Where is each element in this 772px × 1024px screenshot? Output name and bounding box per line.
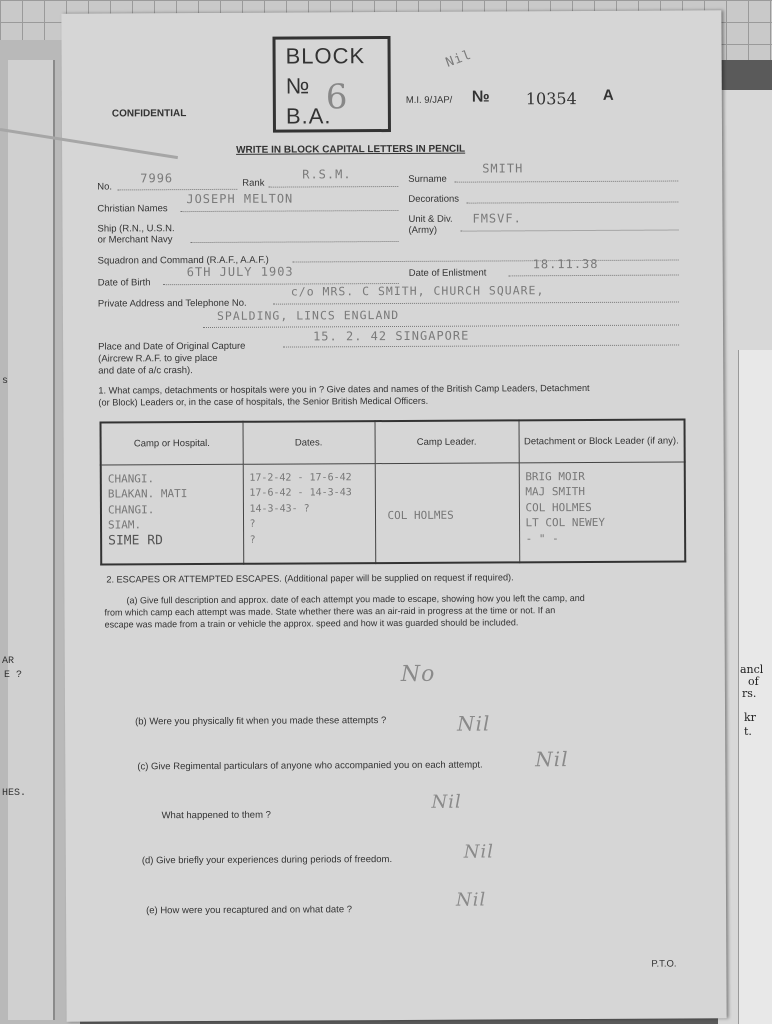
christian-names-value: JOSEPH MELTON — [186, 191, 294, 207]
date-entry: ? — [249, 534, 256, 546]
address-line — [203, 325, 679, 328]
address-line1: c/o MRS. C SMITH, CHURCH SQUARE, — [290, 283, 545, 299]
unit-line — [461, 230, 679, 232]
ship-line — [191, 241, 399, 243]
squadron-label: Squadron and Command (R.A.F., A.A.F.) — [97, 254, 269, 267]
column-header-detachment: Detachment or Block Leader (if any). — [519, 419, 685, 462]
dob-value: 6TH JULY 1903 — [186, 264, 294, 280]
unit-value: FMSVF. — [472, 211, 522, 226]
question-2c-text: (c) Give Regimental particulars of anyone who accompanied you on each attempt. — [137, 759, 483, 773]
answer-2b: Nil — [457, 711, 491, 736]
rank-value: R.S.M. — [302, 167, 352, 182]
capture-value: 15. 2. 42 SINGAPORE — [313, 328, 470, 344]
reference-no-label: № — [471, 88, 490, 106]
answer-2c: Nil — [535, 747, 569, 772]
question-2-heading: 2. ESCAPES OR ATTEMPTED ESCAPES. (Additional paper will be supplied on request if required). — [106, 572, 514, 585]
right-page-fragment: of — [748, 675, 759, 688]
right-page-fragment: kr — [744, 711, 756, 724]
question-2e-text: (e) How were you recaptured and on what date ? — [146, 904, 353, 917]
camps-cell — [101, 464, 244, 565]
left-page-fragment: E ? — [4, 670, 23, 681]
right-page-fragment: t. — [744, 725, 752, 738]
left-page-fragment: AR — [2, 656, 15, 667]
camp-entry: SIME RD — [108, 532, 163, 548]
pow-questionnaire-form — [61, 10, 726, 1021]
instruction-heading: WRITE IN BLOCK CAPITAL LETTERS IN PENCIL — [236, 143, 466, 156]
reference-number: 10354 — [525, 89, 577, 109]
squadron-line — [293, 260, 679, 263]
decorations-line — [466, 202, 678, 204]
question-2b-text: (b) Were you physically fit when you made these attempts ? — [135, 715, 387, 728]
block-number: 6 — [325, 77, 348, 118]
enlistment-value: 18.11.38 — [532, 256, 599, 272]
camp-entry: CHANGI. — [107, 471, 155, 485]
rank-line — [268, 186, 398, 188]
left-underlying-page — [8, 60, 55, 1020]
no-line — [117, 189, 237, 191]
detachment-entry: MAJ SMITH — [525, 484, 586, 499]
question-1-text: (or Block) Leaders or, in the case of hospitals, the Senior British Medical Officers. — [98, 395, 429, 408]
camp-entry: CHANGI. — [107, 502, 155, 516]
answer-2a: No — [400, 661, 436, 687]
surname-line — [454, 181, 678, 183]
dates-cell — [243, 463, 376, 564]
surname-value: SMITH — [482, 161, 524, 176]
ship-label: Ship (R.N., U.S.N. — [97, 223, 175, 235]
block-stamp-line: B.A. — [285, 103, 332, 129]
capture-line — [283, 345, 679, 348]
question-2d-text: (d) Give briefly your experiences during periods of freedom. — [141, 854, 393, 867]
no-value: 7996 — [140, 171, 174, 186]
question-1-text: 1. What camps, detachments or hospitals were you in ? Give dates and names of the British Camp Leaders, Detachment — [98, 382, 590, 396]
answer-2e: Nil — [455, 889, 487, 911]
confidential-label: CONFIDENTIAL — [111, 108, 187, 120]
detachment-entry: LT COL NEWEY — [525, 515, 606, 530]
camps-table — [100, 418, 687, 565]
block-stamp-line: № — [285, 73, 311, 99]
date-entry: 17-6-42 - 14-3-43 — [249, 487, 352, 499]
pto-label: P.T.O. — [651, 958, 677, 970]
date-entry: 17-2-42 - 17-6-42 — [249, 471, 352, 484]
answer-2d: Nil — [463, 841, 495, 863]
camp-leader-entry: COL HOLMES — [387, 508, 454, 522]
question-2a-text: from which camp each attempt was made. State whether there was an air-raid in progress at the time or not. If an — [104, 605, 556, 618]
decorations-label: Decorations — [408, 193, 460, 205]
detachment-entry: COL HOLMES — [525, 500, 592, 514]
unit-label: Unit & Div. — [408, 213, 453, 225]
surname-label: Surname — [408, 173, 447, 185]
christian-names-line — [180, 210, 398, 212]
dob-label: Date of Birth — [97, 277, 151, 289]
block-stamp-line: BLOCK — [285, 43, 366, 69]
ship-label: or Merchant Navy — [97, 234, 173, 246]
camp-entry: SIAM. — [108, 518, 142, 532]
camp-entry: BLAKAN. MATI — [107, 487, 188, 501]
unit-label: (Army) — [408, 224, 438, 236]
rank-label: Rank — [242, 177, 265, 189]
question-2c-followup: What happened to them ? — [161, 809, 271, 822]
no-label: No. — [97, 181, 113, 193]
column-header-camp-leader: Camp Leader. — [375, 420, 519, 463]
reference-suffix: A — [602, 86, 614, 104]
date-entry: 14-3-43- ? — [249, 502, 310, 515]
date-entry: ? — [249, 518, 256, 530]
detachment-cell — [519, 461, 686, 562]
block-stamp — [272, 36, 391, 133]
left-page-fragment: s — [2, 376, 9, 387]
left-page-fragment: HES. — [2, 788, 27, 799]
address-line — [273, 302, 679, 305]
question-2a-text: escape was made from a train or vehicle the approx. speed and how it was guarded should be included. — [104, 617, 519, 630]
right-page-fragment: rs. — [742, 687, 757, 700]
capture-label: and date of a/c crash). — [98, 365, 193, 377]
address-label: Private Address and Telephone No. — [97, 297, 247, 310]
capture-label: Place and Date of Original Capture — [98, 340, 246, 353]
enlistment-line — [509, 275, 679, 277]
camp-leader-cell — [375, 462, 520, 563]
detachment-entry: - " - — [525, 531, 559, 545]
christian-names-label: Christian Names — [97, 203, 168, 215]
nil-annotation: Nil — [443, 47, 474, 71]
detachment-entry: BRIG MOIR — [525, 469, 585, 483]
column-header-camp: Camp or Hospital. — [101, 422, 243, 465]
enlistment-label: Date of Enlistment — [408, 267, 487, 279]
address-line2: SPALDING, LINCS ENGLAND — [216, 307, 400, 323]
question-2a-text: (a) Give full description and approx. date of each attempt you made to escape, showing how you left the camp, and — [126, 593, 585, 606]
answer-2c-followup: Nil — [431, 791, 462, 813]
column-header-dates: Dates. — [243, 421, 375, 464]
capture-label: (Aircrew R.A.F. to give place — [98, 352, 218, 365]
reference-prefix: M.I. 9/JAP/ — [405, 94, 453, 106]
right-page-fragment: ancl — [740, 663, 764, 676]
